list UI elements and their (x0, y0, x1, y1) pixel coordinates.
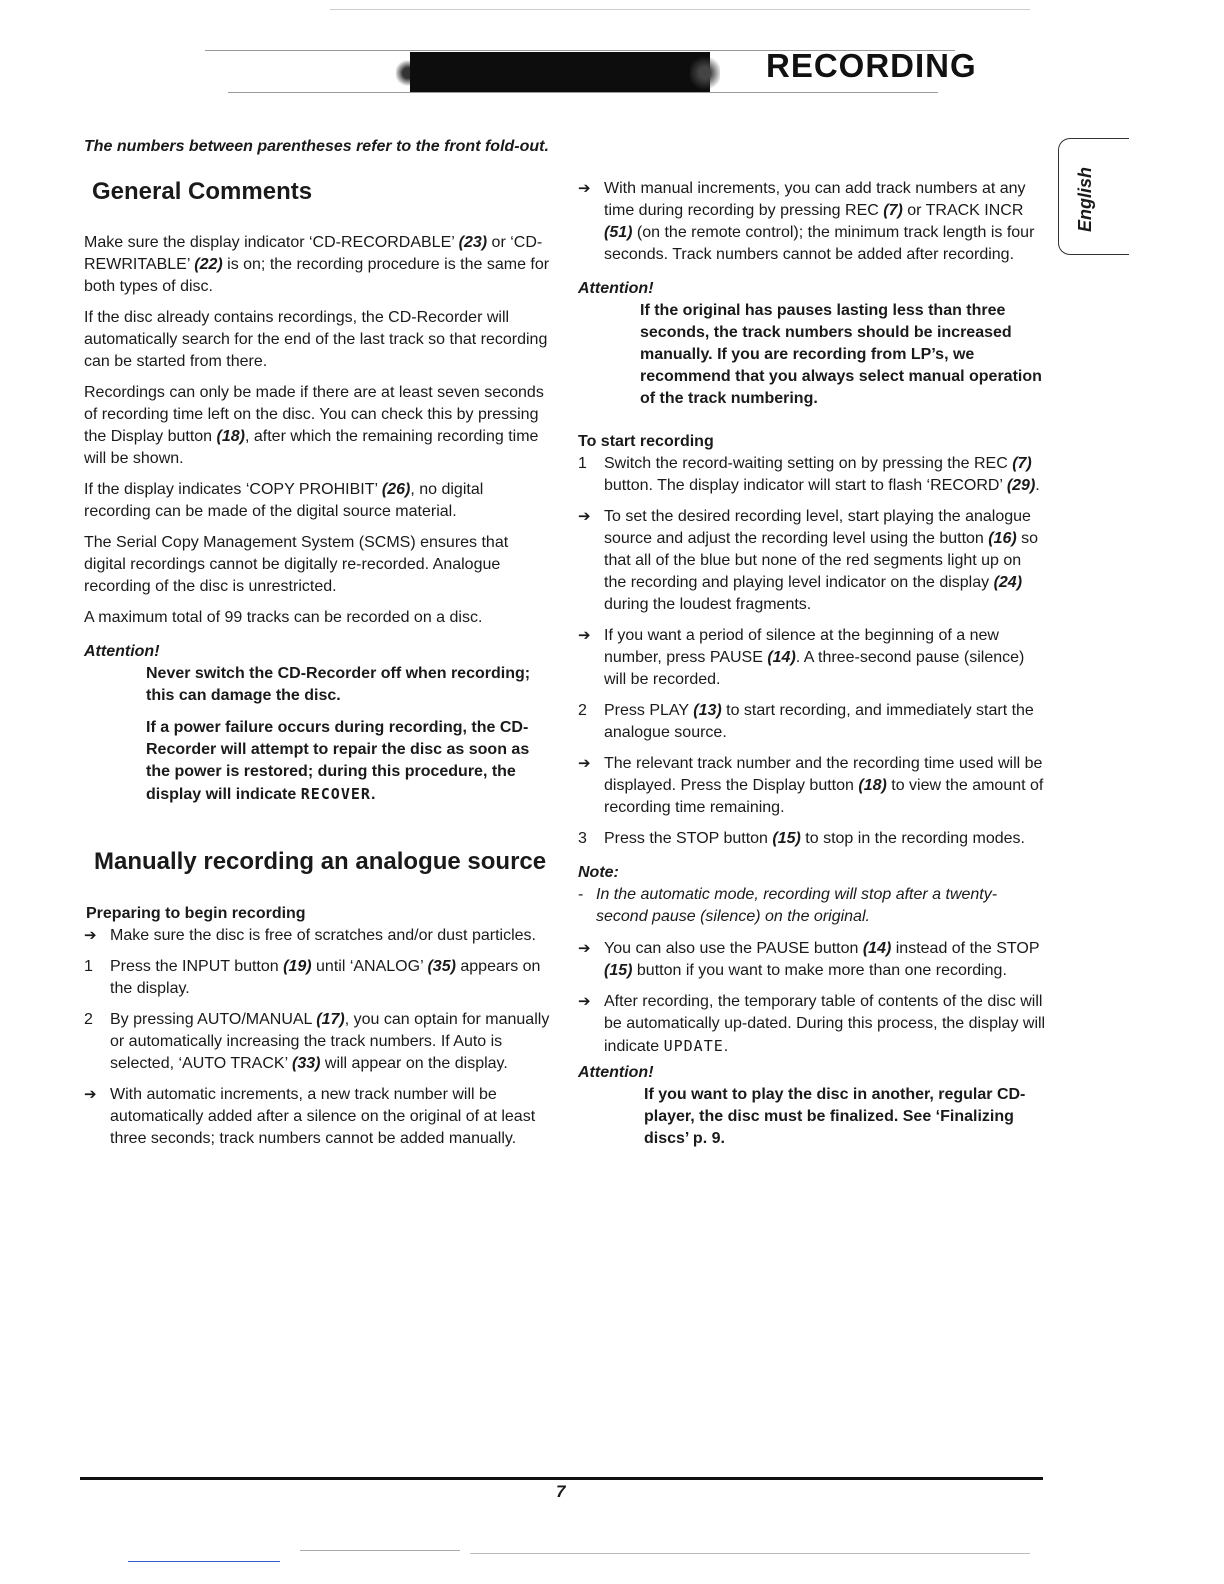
header-bar-edge (690, 56, 720, 90)
header-rule-bottom (228, 92, 938, 93)
numbered-step: 1 Switch the record-waiting setting on by pressing the REC (7) button. The display indicator will start to flash ‘RECORD’ (29). (578, 455, 1040, 494)
intro-note: The numbers between parentheses refer to the front fold-out. (84, 138, 549, 155)
general-paragraph: If the disc already contains recordings, the CD-Recorder will automatically search for the end of the last track so that recording can be started from there. (84, 309, 548, 370)
arrow-icon: ➔ (578, 508, 591, 525)
numbered-step: 1 Press the INPUT button (19) until ‘ANALOG’ (35) appears on the display. (84, 958, 541, 997)
numbered-step: 3 Press the STOP button (15) to stop in the recording modes. (578, 830, 1025, 847)
manual-recording-heading: Manually recording an analogue source (94, 848, 547, 875)
arrow-icon: ➔ (578, 993, 591, 1010)
arrow-item: ➔ If you want a period of silence at the beginning of a new number, press PAUSE (14). A three-second pause (silence) will be recorded. (578, 627, 1025, 688)
scan-artifact-line (128, 1561, 280, 1562)
attention-text: If a power failure occurs during recording, the CD-Recorder will attempt to repair the disc as soon as the power is restored; during this procedure, the display will indicate RECOVER. (146, 719, 530, 803)
preparing-subheading: Preparing to begin recording (86, 905, 306, 922)
arrow-icon: ➔ (84, 1086, 97, 1103)
attention-text: If you want to play the disc in another, regular CD-player, the disc must be finalized. See ‘Finalizing discs’ p. 9. (644, 1086, 1026, 1147)
arrow-icon: ➔ (84, 927, 97, 944)
arrow-item: ➔ You can also use the PAUSE button (14) instead of the STOP (15) button if you want to make more than one recording. (578, 940, 1040, 979)
general-paragraph: Make sure the display indicator ‘CD-RECORDABLE’ (23) or ‘CD-REWRITABLE’ (22) is on; the recording procedure is the same for both types of disc. (84, 234, 550, 295)
language-label: English (1075, 166, 1095, 232)
arrow-icon: ➔ (578, 180, 591, 197)
general-comments-heading: General Comments (92, 178, 313, 205)
arrow-icon: ➔ (578, 940, 591, 957)
general-paragraph: Recordings can only be made if there are at least seven seconds of recording time left on the disc. You can check this by pressing the Display button (18), after which the remaining recording time will be shown. (84, 384, 544, 467)
attention-text: Never switch the CD-Recorder off when recording; this can damage the disc. (146, 665, 531, 704)
attention-text: If the original has pauses lasting less than three seconds, the track numbers should be increased manually. If you are recording from LP’s, we recommend that you always select manual operation of the track numbering. (640, 302, 1042, 407)
scan-artifact-line (300, 1550, 460, 1551)
general-paragraph: If the display indicates ‘COPY PROHIBIT’ (26), no digital recording can be made of the digital source material. (84, 481, 484, 520)
arrow-item: ➔ To set the desired recording level, start playing the analogue source and adjust the recording level using the button (16) so that all of the blue but none of the red segments light up on the recording and playing level indicator on the display (24) during the loudest fragments. (578, 508, 1039, 613)
note-label: Note: (578, 864, 619, 881)
scan-artifact-line (470, 1553, 1030, 1554)
section-title: RECORDING (766, 47, 977, 84)
page-number: 7 (556, 1482, 566, 1501)
arrow-item: ➔ After recording, the temporary table of contents of the disc will be automatically up-dated. During this process, the display will indicate UPDATE. (578, 993, 1046, 1055)
attention-label: Attention! (578, 280, 654, 297)
note-item: - In the automatic mode, recording will stop after a twenty-second pause (silence) on the original. (578, 886, 998, 925)
attention-label: Attention! (84, 643, 160, 660)
arrow-item: ➔ With manual increments, you can add track numbers at any time during recording by pressing REC (7) or TRACK INCR (51) (on the remote control); the minimum track length is four seconds. Track numbers cannot be added after recording. (578, 180, 1035, 263)
numbered-step: 2 By pressing AUTO/MANUAL (17), you can optain for manually or automatically increasing the track numbers. If Auto is selected, ‘AUTO TRACK’ (33) will appear on the display. (84, 1011, 550, 1072)
arrow-icon: ➔ (578, 755, 591, 772)
start-recording-subheading: To start recording (578, 433, 714, 450)
left-column (84, 136, 554, 1159)
numbered-step: 2 Press PLAY (13) to start recording, and immediately start the analogue source. (578, 702, 1034, 741)
attention-label: Attention! (578, 1064, 654, 1081)
header-bar (410, 52, 710, 92)
footer-rule (80, 1477, 1043, 1480)
arrow-item: ➔ The relevant track number and the recording time used will be displayed. Press the Display button (18) to view the amount of recording time remaining. (578, 755, 1044, 816)
arrow-item: ➔ With automatic increments, a new track number will be automatically added after a silence on the original of at least three seconds; track numbers cannot be added manually. (84, 1086, 536, 1147)
right-column (578, 178, 1046, 1150)
scan-artifact-line (330, 9, 1030, 10)
arrow-icon: ➔ (578, 627, 591, 644)
arrow-item: ➔ Make sure the disc is free of scratches and/or dust particles. (84, 925, 554, 947)
general-paragraph: A maximum total of 99 tracks can be recorded on a disc. (84, 609, 483, 626)
general-paragraph: The Serial Copy Management System (SCMS) ensures that digital recordings cannot be digitally re-recorded. Analogue recording of the disc is unrestricted. (84, 534, 509, 595)
